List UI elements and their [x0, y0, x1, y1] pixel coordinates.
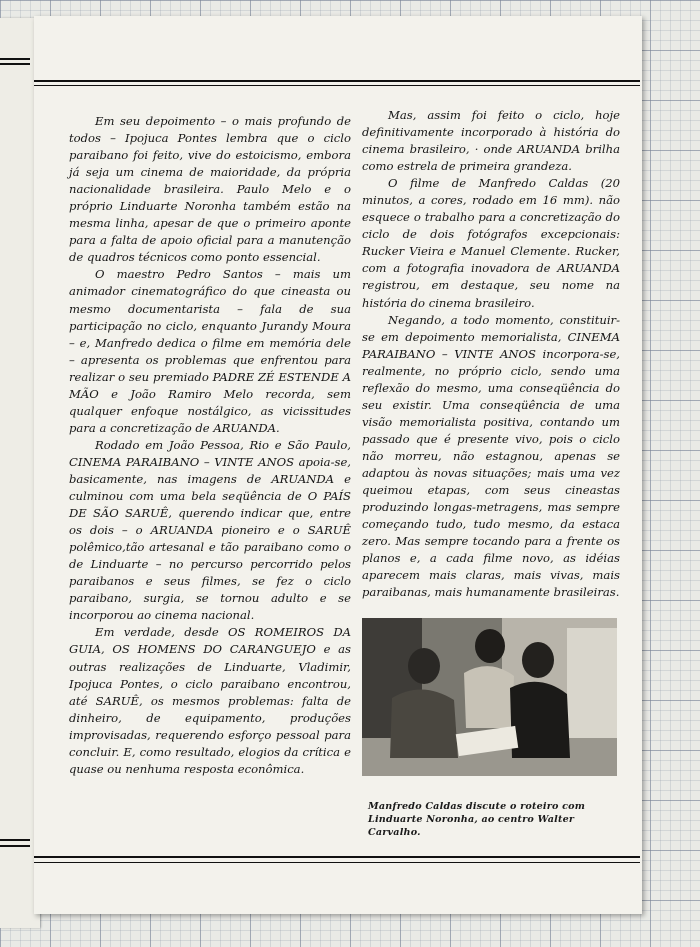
paragraph: Em seu depoimento – o mais profundo de todos – Ipojuca Pontes lembra que o ciclo paraibano foi feito, vive do estoicismo, embora já seja um cinema de maioridade, da própria nacionalidade brasileira. Paulo Melo e o próprio Linduarte Noronha também estão na mesma linha, apesar de que o primeiro aponte para a falta de apoio oficial para a manutenção de quadros técnicos como ponto essencial.: [69, 114, 351, 265]
photo-caption: Manfredo Caldas discute o roteiro com Linduarte Noronha, ao centro Walter Carvalho.: [368, 801, 586, 838]
photo-filmmakers-discussion: [362, 618, 617, 776]
bottom-rule: [34, 856, 640, 858]
paragraph: O filme de Manfredo Caldas (20 minutos, a cores, rodado em 16 mm). não esquece o trabalho para a concretização do ciclo de dois fotógrafos excepcionais: Rucker Vieira e Manuel Clemente. Rucker, com a fotografia inovadora de ARUANDA registrou, em destaque, seu nome na história do cinema brasileiro.: [362, 176, 620, 310]
right-column: [362, 107, 620, 601]
document-page: [34, 16, 642, 914]
top-rule-thin: [34, 85, 640, 86]
top-rule: [34, 80, 640, 82]
paragraph: O maestro Pedro Santos – mais um animador cinematográfico do que cineasta ou mesmo documentarista – fala de sua participação no ciclo, enquanto Jurandy Moura – e, Manfredo dedica o filme em memória dele – apresenta os problemas que enfrentou para realizar o seu premiado PADRE ZÉ ESTENDE A MÃO e João Ramiro Melo recorda, sem qualquer enfoque nostálgico, as vicissitudes para a concretização de ARUANDA.: [69, 267, 351, 435]
paragraph: Em verdade, desde OS ROMEIROS DA GUIA, OS HOMENS DO CARANGUEJO e as outras realizações de Linduarte, Vladimir, Ipojuca Pontes, o ciclo paraibano encontrou, até SARUÊ, os mesmos problemas: falta de dinheiro, de equipamento, produções improvisadas, requerendo esforço pessoal para concluir. E, como resultado, elogios da crítica e quase ou nenhuma resposta econômica.: [69, 625, 351, 776]
left-column: [69, 113, 351, 778]
bottom-rule-thin: [34, 862, 640, 863]
paragraph: Negando, a todo momento, constituir-se em depoimento memorialista, CINEMA PARAIBANO – VINTE ANOS incorpora-se, realmente, no próprio ciclo, sendo uma reflexão do mesmo, uma conseqüência do seu existir. Uma conseqüência de uma visão memorialista positiva, contando um passado que é presente vivo, pois o ciclo não morreu, não estagnou, apenas se adaptou às novas situações; mais uma vez queimou etapas, com seus cineastas produzindo longas-metragens, mas sempre começando tudo, tudo mesmo, da estaca zero. Mas sempre tocando para a frente os planos e, a cada filme novo, as idéias aparecem mais claras, mais vivas, mais paraibanas, mais humanamente brasileiras.: [362, 312, 620, 600]
photo-image: [362, 618, 617, 776]
paragraph: Rodado em João Pessoa, Rio e São Paulo, CINEMA PARAIBANO – VINTE ANOS apoia-se, basicamente, nas imagens de ARUANDA e culminou com uma bela seqüência de O PAÍS DE SÃO SARUÊ, querendo indicar que, entre os dois – o ARUANDA pioneiro e o SARUÊ polêmico,tão artesanal e tão paraibano como o de Linduarte – no percurso percorrido pelos paraibanos e seus filmes, se fez o ciclo paraibano, surgia, se tornou adulto e se incorporou ao cinema nacional.: [69, 437, 351, 623]
paragraph: Mas, assim foi feito o ciclo, hoje definitivamente incorporado à história do cinema brasileiro, · onde ARUANDA brilha como estrela de primeira grandeza.: [362, 108, 620, 174]
